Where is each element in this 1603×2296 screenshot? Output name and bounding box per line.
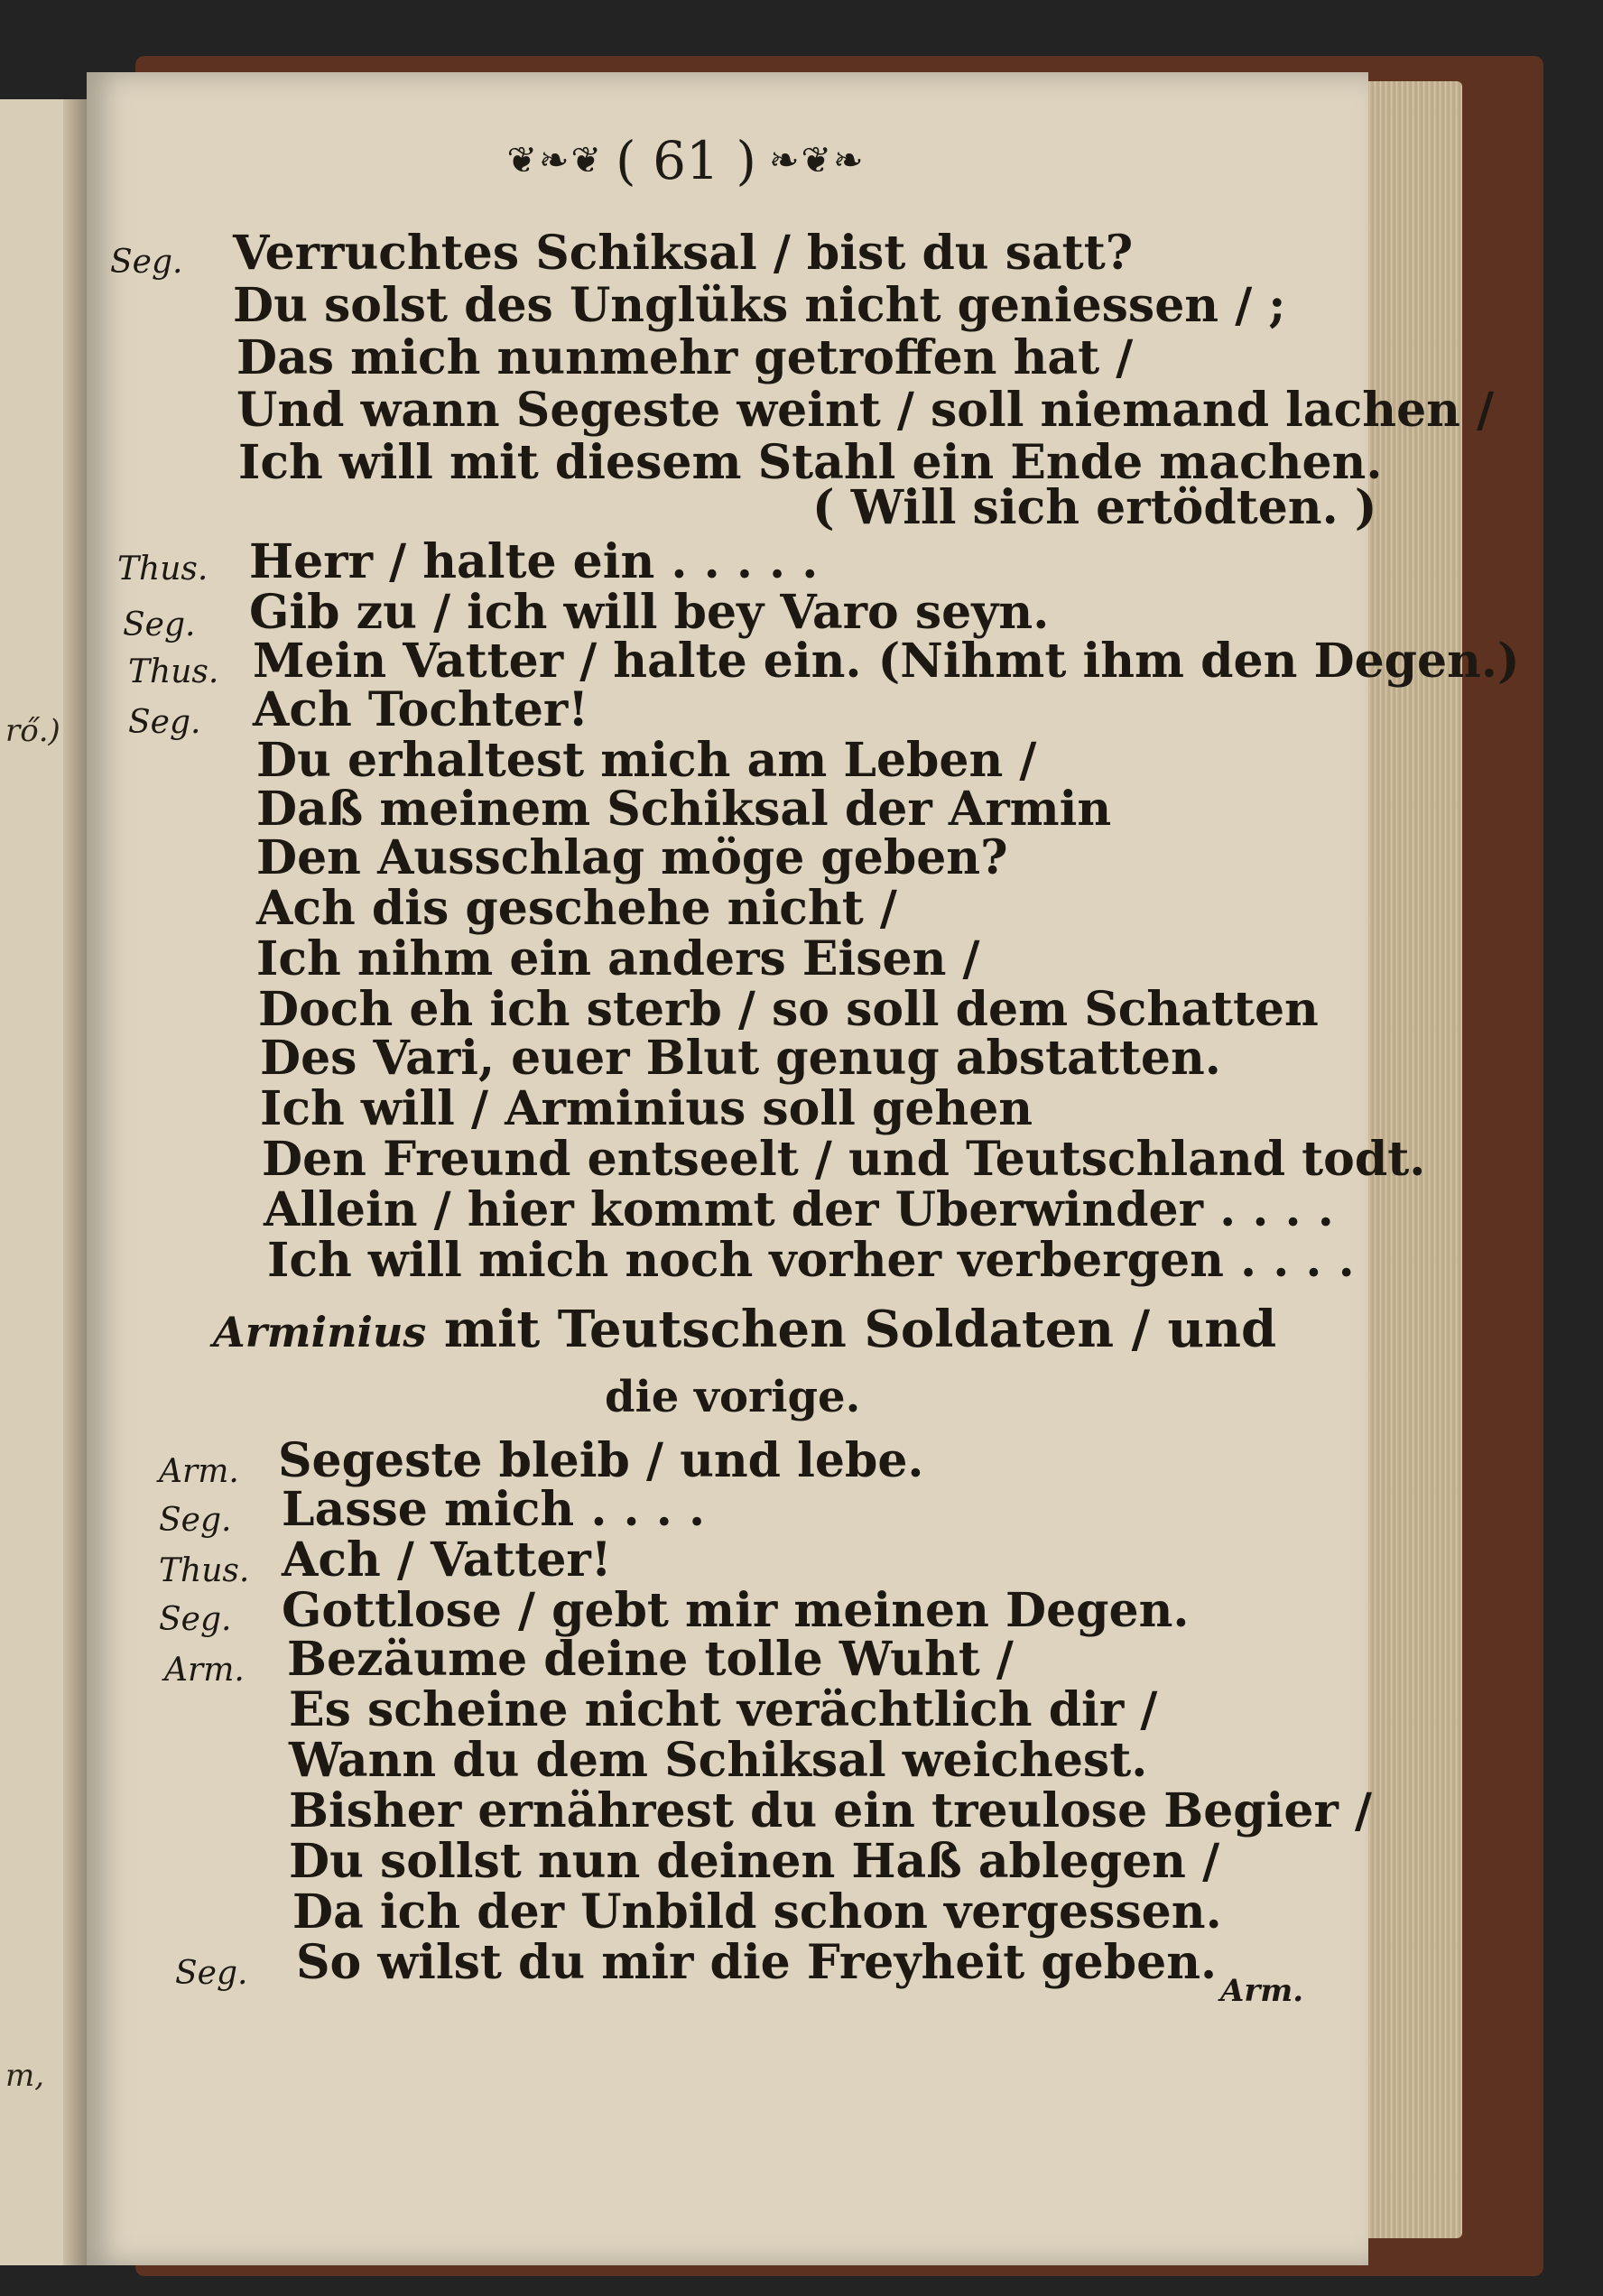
verse-line: Ach dis geschehe nicht / <box>256 881 897 936</box>
verse-line: Ich will mich noch vorher verbergen . . . . <box>267 1233 1355 1288</box>
catchword: Arm. <box>1220 1973 1304 2009</box>
speaker-label: Seg. <box>175 1955 248 1992</box>
scene-heading-name: Arminius <box>213 1308 427 1356</box>
verse-line: Wann du dem Schiksal weichest. <box>289 1733 1148 1788</box>
verse-line: Da ich der Unbild schon vergessen. <box>292 1884 1222 1940</box>
verse-line: Es scheine nicht verächtlich dir / <box>289 1682 1158 1737</box>
speaker-label: Seg. <box>159 1502 232 1539</box>
verse-line: Ach / Vatter! <box>282 1532 612 1588</box>
verse-line: Des Vari, euer Blut genug abstatten. <box>260 1031 1221 1086</box>
stage-direction: ( Will sich ertödten. ) <box>812 480 1377 535</box>
verse-line: Allein / hier kommt der Uberwinder . . . . <box>264 1182 1334 1237</box>
speaker-label: Seg. <box>128 704 201 741</box>
verse-line: Verruchtes Schiksal / bist du satt? <box>233 226 1134 281</box>
verse-line: Daß meinem Schiksal der Armin <box>256 782 1112 837</box>
verse-line: Ach Tochter! <box>253 682 589 737</box>
speaker-label: Thus. <box>117 551 208 588</box>
verse-line: Du erhaltest mich am Leben / <box>256 733 1037 788</box>
verse-line: Gottlose / gebt mir meinen Degen. <box>282 1583 1190 1638</box>
speaker-label: Seg. <box>123 606 196 643</box>
verse-line: Den Ausschlag möge geben? <box>256 830 1008 885</box>
verse-line: Du sollst nun deinen Haß ablegen / <box>289 1834 1220 1889</box>
ornament-left-icon: ❦❧❦ <box>506 140 604 181</box>
speaker-label: Arm. <box>159 1453 239 1490</box>
scene-heading-line2: die vorige. <box>605 1372 861 1422</box>
verse-line: Ich nihm ein anders Eisen / <box>256 931 980 986</box>
speaker-label: Seg. <box>110 244 183 281</box>
verse-line: Doch eh ich sterb / so soll dem Schatten <box>258 982 1319 1037</box>
verse-line: Lasse mich . . . . <box>282 1482 706 1537</box>
speaker-label: Arm. <box>164 1652 245 1689</box>
verse-line: Herr / halte ein . . . . . <box>249 534 819 589</box>
verse-line: Den Freund entseelt / und Teutschland todt. <box>262 1132 1426 1187</box>
verse-line: Bezäume deine tolle Wuht / <box>287 1632 1014 1687</box>
margin-fragment: m, <box>5 2058 45 2094</box>
verse-line: Mein Vatter / halte ein. (Nihmt ihm den Degen.) <box>253 634 1520 689</box>
ornament-right-icon: ❧❦❧ <box>768 140 866 181</box>
margin-fragment: rő.) <box>5 713 60 749</box>
verse-line: Bisher ernährest du ein treulose Begier / <box>289 1783 1372 1838</box>
page-number: ( 61 ) <box>616 130 756 191</box>
speaker-label: Thus. <box>159 1552 250 1589</box>
verse-line: Du solst des Unglüks nicht geniessen / ; <box>233 278 1286 333</box>
speaker-label: Thus. <box>128 653 219 690</box>
verse-line: Segeste bleib / und lebe. <box>278 1433 924 1488</box>
scene-heading-rest: mit Teutschen Soldaten / und <box>443 1300 1277 1359</box>
verse-line: Gib zu / ich will bey Varo seyn. <box>249 585 1050 640</box>
verse-line: Ich will mit diesem Stahl ein Ende machen. <box>238 435 1383 490</box>
verse-line: Und wann Segeste weint / soll niemand lachen / <box>236 383 1495 438</box>
scene-heading <box>213 1300 1276 1359</box>
page-header <box>451 125 921 197</box>
speaker-label: Seg. <box>159 1601 232 1638</box>
verse-line: Ich will / Arminius soll gehen <box>260 1081 1033 1136</box>
verse-line: Das mich nunmehr getroffen hat / <box>236 330 1134 385</box>
verse-line: So wilst du mir die Freyheit geben. <box>296 1935 1218 1990</box>
